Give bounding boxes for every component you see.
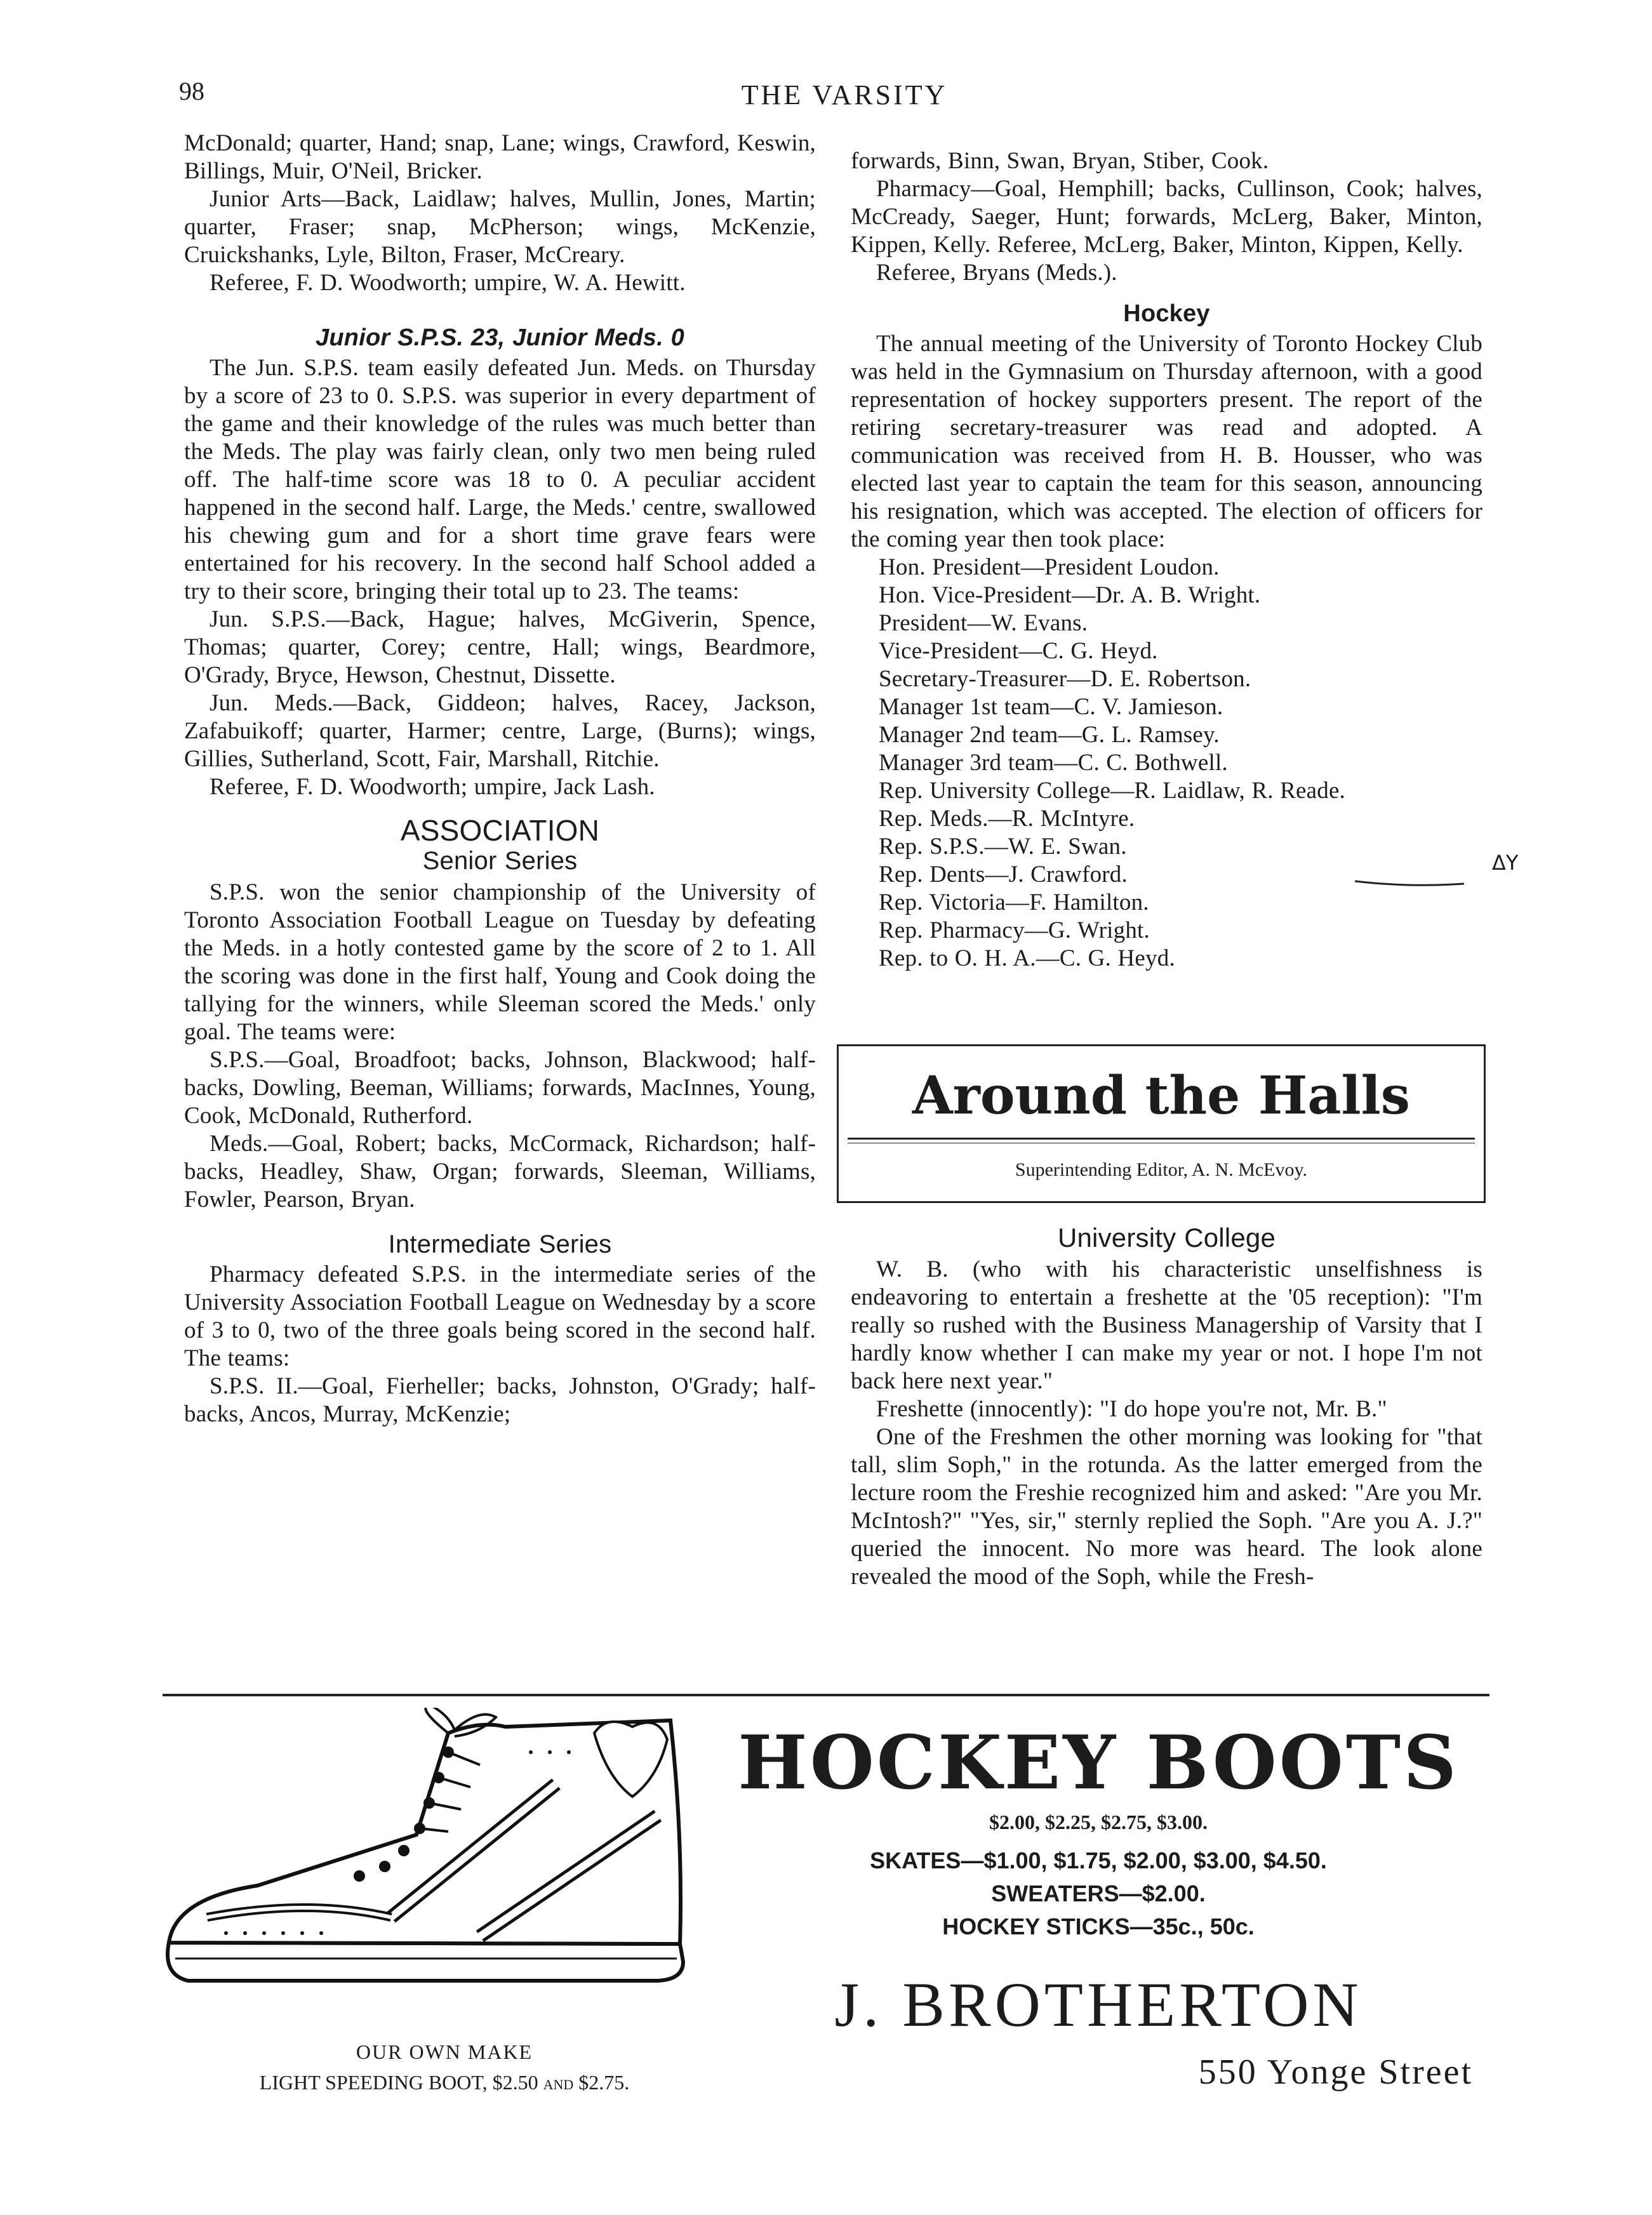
right-column-top [851, 147, 1482, 973]
page-number: 98 [179, 77, 204, 105]
margin-note: ΔY [1492, 851, 1519, 875]
boot-prices: $2.00, $2.25, $2.75, $3.00. [989, 1811, 1208, 1833]
intermediate-series-heading: Intermediate Series [388, 1230, 612, 1258]
list-item: Hon. Vice-President—Dr. A. B. Wright. [879, 582, 1261, 608]
association-heading: ASSOCIATION [400, 814, 600, 847]
list-item: Rep. S.P.S.—W. E. Swan. [879, 834, 1127, 860]
halls-title: Around the Halls [912, 1065, 1410, 1126]
paragraph: One of the Freshmen the other morning was looking for "that tall, slim Soph," in the rotunda. As the latter emerged from the lecture room the Freshie recognized him and asked: "Are you Mr. McIntosh?" "Yes, sir," sternly replied the Soph. "Are you A. J.?" queried the innocent. No more was heard. The look alone revealed the mood of the Soph, while the Fresh- [851, 1424, 1482, 1590]
paragraph: Jun. S.P.S.—Back, Hague; halves, McGiverin, Spence, Thomas; quarter, Corey; centre, Hall; wings, Beardmore, O'Grady, Bryce, Hewson, Chestnut, Dissette. [184, 606, 816, 688]
paragraph: McDonald; quarter, Hand; snap, Lane; wings, Crawford, Keswin, Billings, Muir, O'Neil, Bricker. [184, 130, 816, 184]
list-item: Hon. President—President Loudon. [879, 554, 1220, 580]
ad-divider [163, 1694, 1489, 1696]
sps-meds-heading: Junior S.P.S. 23, Junior Meds. 0 [316, 324, 684, 351]
list-item: President—W. Evans. [879, 610, 1088, 636]
paragraph: The annual meeting of the University of Toronto Hockey Club was held in the Gymnasium on Thursday afternoon, with a good representation of hockey supporters present. The report of the retiring secretary-treasurer was read and adopted. A communication was received from H. B. Housser, who was elected last year to captain the team for this season, announcing his resignation, which was accepted. The election of officers for the coming year then took place: [851, 331, 1482, 552]
hockey-sticks-prices: HOCKEY STICKS—35c., 50c. [942, 1913, 1255, 1939]
list-item: Rep. University College—R. Laidlaw, R. Reade. [879, 778, 1346, 804]
list-item: Rep. Meds.—R. McIntyre. [879, 806, 1135, 832]
paragraph: The Jun. S.P.S. team easily defeated Jun. Meds. on Thursday by a score of 23 to 0. S.P.S. was superior in every department of the game and their knowledge of the rules was much better than the Meds. The play was fairly clean, only two men being ruled off. The half-time score was 18 to 0. A peculiar accident happened in the second half. Large, the Meds.' centre, swallowed his chewing gum and for a short time grave fears were entertained for his recovery. In the second half School added a try to their score, bringing their total up to 23. The teams: [184, 355, 816, 604]
hockey-boot-illustration [150, 1708, 702, 2019]
halls-rule [848, 1138, 1475, 1143]
boot-caption-price: LIGHT SPEEDING BOOT, $2.50 and $2.75. [259, 2071, 630, 2094]
paragraph: Referee, F. D. Woodworth; umpire, Jack Lash. [210, 774, 655, 800]
list-item: Rep. Victoria—F. Hamilton. [879, 889, 1149, 915]
paragraph: S.P.S. II.—Goal, Fierheller; backs, Johnston, O'Grady; half-backs, Ancos, Murray, McKenzie; [184, 1373, 816, 1427]
list-item: Rep. Dents—J. Crawford. [879, 861, 1128, 888]
right-column-bottom [851, 1224, 1482, 1591]
paragraph: Pharmacy defeated S.P.S. in the intermediate series of the University Association Football League on Wednesday by a score of 3 to 0, two of the three goals being scored in the second half. The teams: [184, 1261, 816, 1371]
list-item: Vice-President—C. G. Heyd. [879, 638, 1158, 664]
handwritten-underline [1352, 876, 1467, 889]
list-item: Manager 2nd team—G. L. Ramsey. [879, 722, 1220, 748]
left-column [184, 130, 816, 1428]
paragraph: Freshette (innocently): "I do hope you're not, Mr. B." [876, 1396, 1387, 1422]
list-item: Rep. to O. H. A.—C. G. Heyd. [879, 945, 1175, 971]
senior-series-heading: Senior Series [422, 847, 578, 875]
paragraph: S.P.S. won the senior championship of the University of Toronto Association Football League on Tuesday by defeating the Meds. in a hotly contested game by the score of 2 to 1. All the scoring was done in the first half, Young and Cook doing the tallying for the winners, while Sleeman scored the Meds.' only goal. The teams were: [184, 879, 816, 1045]
boot-caption-own-make: OUR OWN MAKE [356, 2040, 533, 2063]
list-item: Rep. Pharmacy—G. Wright. [879, 917, 1150, 943]
paragraph: Junior Arts—Back, Laidlaw; halves, Mullin, Jones, Martin; quarter, Fraser; snap, McPherson; wings, McKenzie, Cruickshanks, Lyle, Bilton, Fraser, McCreary. [184, 186, 816, 268]
list-item: Manager 3rd team—C. C. Bothwell. [879, 750, 1228, 776]
paragraph: Referee, Bryans (Meds.). [876, 260, 1117, 286]
skates-prices: SKATES—$1.00, $1.75, $2.00, $3.00, $4.50. [870, 1847, 1327, 1873]
merchant-name: J. BROTHERTON [834, 1969, 1362, 2040]
merchant-address: 550 Yonge Street [1198, 2052, 1473, 2092]
hockey-boots-headline: HOCKEY BOOTS [738, 1720, 1459, 1806]
hockey-heading: Hockey [1123, 300, 1210, 327]
list-item: Secretary-Treasurer—D. E. Robertson. [879, 666, 1251, 692]
paragraph: Jun. Meds.—Back, Giddeon; halves, Racey, Jackson, Zafabuikoff; quarter, Harmer; centre, Large, (Burns); wings, Gillies, Sutherland, Scott, Fair, Marshall, Ritchie. [184, 690, 816, 772]
paragraph: Referee, F. D. Woodworth; umpire, W. A. Hewitt. [210, 270, 686, 296]
page-title: THE VARSITY [741, 79, 948, 110]
officers-list [851, 554, 1482, 973]
sweaters-price: SWEATERS—$2.00. [991, 1880, 1206, 1906]
list-item: Manager 1st team—C. V. Jamieson. [879, 694, 1223, 720]
paragraph: S.P.S.—Goal, Broadfoot; backs, Johnson, Blackwood; half-backs, Dowling, Beeman, Williams; forwards, MacInnes, Young, Cook, McDonald, Rutherford. [184, 1047, 816, 1129]
halls-editor: Superintending Editor, A. N. McEvoy. [1015, 1159, 1308, 1180]
paragraph: Meds.—Goal, Robert; backs, McCormack, Richardson; half-backs, Headley, Shaw, Organ; forwards, Sleeman, Williams, Fowler, Pearson, Bryan. [184, 1131, 816, 1213]
university-college-heading: University College [1057, 1223, 1276, 1253]
paragraph: forwards, Binn, Swan, Bryan, Stiber, Cook. [851, 148, 1269, 174]
paragraph: Pharmacy—Goal, Hemphill; backs, Cullinson, Cook; halves, McCready, Saeger, Hunt; forwards, McLerg, Baker, Minton, Kippen, Kelly. Referee, McLerg, Baker, Minton, Kippen, Kelly. [851, 176, 1482, 258]
around-the-halls-box [837, 1044, 1486, 1203]
paragraph: W. B. (who with his characteristic unselfishness is endeavoring to entertain a freshette at the '05 reception): "I'm really so rushed with the Business Managership of Varsity that I hardly know whether I can make my year or not. I hope I'm not back here next year." [851, 1256, 1482, 1394]
